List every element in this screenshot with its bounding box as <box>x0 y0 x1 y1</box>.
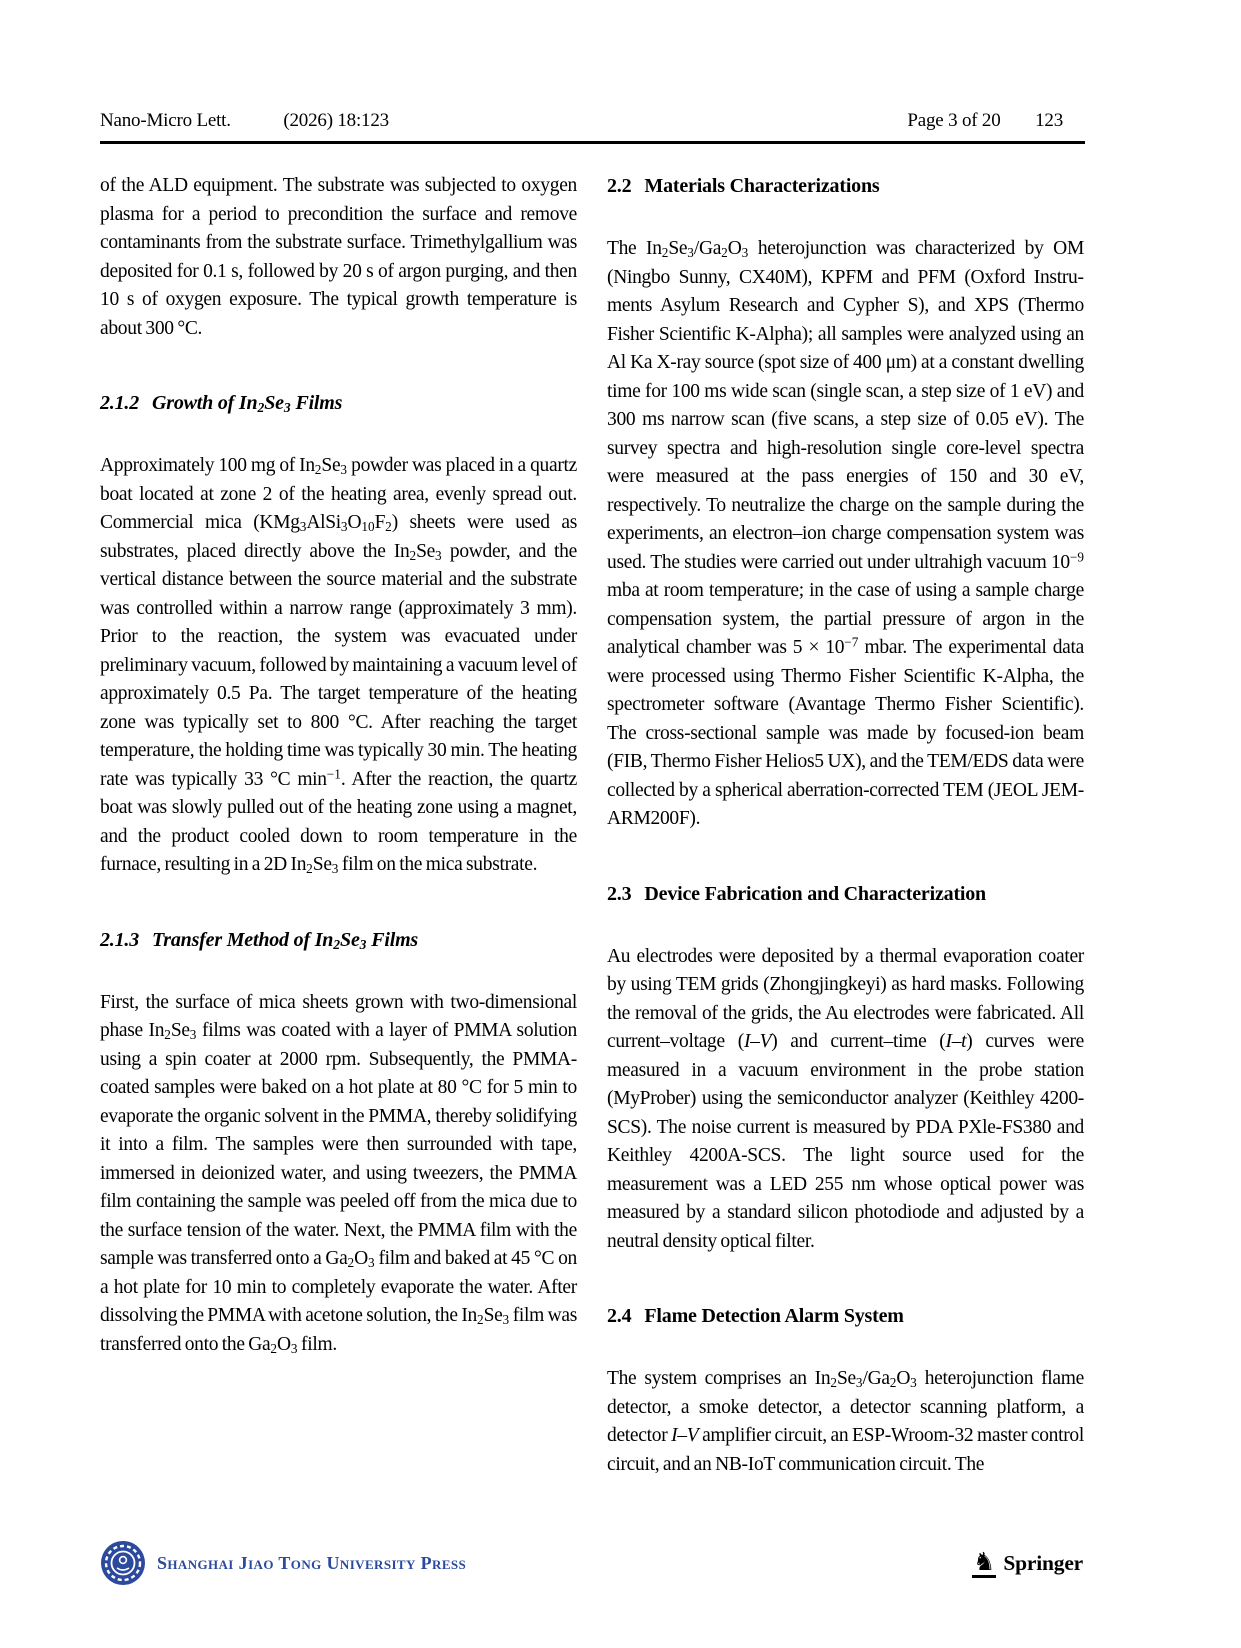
article-number: 123 <box>1035 110 1063 131</box>
journal-title: Nano-Micro Lett. <box>100 110 231 131</box>
heading-number: 2.3 <box>607 882 632 905</box>
page-header <box>100 109 1085 132</box>
page-footer <box>100 1540 1085 1586</box>
springer-horse-icon: ♞ <box>972 1546 996 1576</box>
paragraph-transfer: First, the surface of mica sheets grown with two-dimensional phase $In_2Se_3$ films was coated with a layer of PMMA solution using a spin coater at 2000 rpm. Subsequently, the PMMA-coated samples were baked on a hot plate at 80 °C for 5 min to evaporate the organic solvent in the PMMA, thereby solidifying it into a film. The samples were then surrounded with tape, immersed in deionized water, and using tweezers, the PMMA film containing the sample was peeled off from the mica due to the surface tension of the water. Next, the PMMA film with the sample was transferred onto a $Ga_2O_3$ film and baked at 45 °C on a hot plate for 10 min to completely evaporate the water. After dissolving the PMMA with acetone solution, the $In_2Se_3$ film was transferred onto the $Ga_2O_3$ film. <box>100 991 578 1356</box>
paragraph-materials-characterization: The $In_2Se_3/Ga_2O_3$ heterojunction was characterized by OM (Ningbo Sunny, CX40M), KPFM and PFM (Oxford Instruments Asylum Research and Cypher S), and XPS (Thermo Fisher Scientific K-Alpha); all samples were analyzed using an Al Ka X-ray source (spot size of 400 μm) at a constant dwelling time for 100 ms wide scan (single scan, a step size of 1 eV) and 300 ms narrow scan (five scans, a step size of 0.05 eV). The survey spectra and high-resolution single core-level spectra were measured at the pass energies of 150 and 30 eV, respectively. To neutralize the charge on the sample during the experiments, an electron–ion charge compensation system was used. The studies were carried out under ultrahigh vacuum $10^{-9}$ mba at room temperature; in the case of using a sample charge compensation system, the partial pressure of argon in the analytical chamber was $5 \times 10^{-7}$ mbar. The experimental data were processed using Thermo Fisher Scientific K-Alpha, the spectrometer software (Avantage Thermo Fisher Scientific). The cross-sectional sample was made by focused-ion beam (FIB, Thermo Fisher Helios5 UX), and the TEM/EDS data were collected by a spherical aberration-corrected TEM (JEOL JEM-ARM200F). <box>607 238 1084 829</box>
heading-number: 2.4 <box>607 1305 632 1327</box>
right-column <box>607 172 1084 1479</box>
heading-title: Transfer Method of $In_2Se_3$ Films <box>152 928 419 952</box>
heading-2-1-3 <box>100 926 577 954</box>
heading-2-4 <box>607 1302 1084 1330</box>
heading-number: 2.1.2 <box>100 392 140 414</box>
heading-number: 2.2 <box>607 175 632 197</box>
heading-2-2 <box>607 172 1084 200</box>
paragraph-growth: Approximately 100 mg of $In_2Se_3$ powder was placed in a quartz boat located at zone 2 of the heating area, evenly spread out. Commercial mica $(KMg_3AlSi_3O_{10}F_2)$ sheets were used as substrates, placed directly above the $In_2Se_3$ powder, and the vertical distance between the source material and the substrate was controlled within a narrow range (approximately 3 mm). Prior to the reaction, the system was evacuated under preliminary vacuum, followed by maintaining a vacuum level of approximately 0.5 Pa. The target temperature of the heating zone was typically set to 800 °C. After reaching the target temperature, the holding time was typically 30 min. The heating rate was typically 33 °C $\min^{-1}$. After the reaction, the quartz boat was slowly pulled out of the heating zone using a magnet, and the product cooled down to room temperature in the furnace, resulting in a 2D $In_2Se_3$ film on the mica substrate. <box>100 455 577 876</box>
paragraph-device-fabrication: Au electrodes were deposited by a thermal evaporation coater by using TEM grids (Zhongjingkeyi) as hard masks. Following the removal of the grids, the Au electrodes were fabricated. All current–voltage (I–V) and current–time (I–t) curves were measured in a vacuum environment in the probe station (MyProber) using the semiconductor analyzer (Keithley 4200-SCS). The noise current is measured by PDA PXle-FS380 and Keithley 4200A-SCS. The light source used for the measurement was a LED 255 nm whose optical power was measured by a standard silicon photodiode and adjusted by a neutral density optical filter. <box>607 945 1084 1252</box>
header-rule <box>100 141 1085 144</box>
heading-title: Materials Characterizations <box>644 175 880 197</box>
heading-2-3 <box>607 880 1084 908</box>
heading-2-1-2 <box>100 389 577 417</box>
heading-title: Flame Detection Alarm System <box>644 1305 904 1327</box>
press-name: Shanghai Jiao Tong University Press <box>157 1552 467 1573</box>
header-left <box>100 109 389 132</box>
springer-label: Springer <box>1003 1550 1083 1575</box>
page-info: Page 3 of 20 <box>907 110 1001 131</box>
heading-title: Growth of $In_2Se_3$ Films <box>152 392 343 415</box>
header-right <box>907 109 1085 132</box>
sjtu-press-logo-icon <box>100 1540 146 1586</box>
heading-title: Device Fabrication and Characterization <box>644 882 986 905</box>
journal-issue: (2026) 18:123 <box>283 110 389 131</box>
left-column <box>100 172 577 1479</box>
two-column-body <box>100 172 1085 1479</box>
springer-branding <box>972 1546 1085 1578</box>
paragraph-ald-process: of the ALD equipment. The substrate was subjected to oxygen plasma for a period to precondition the surface and remove contaminants from the substrate surface. Trimethylgallium was deposited for 0.1 s, followed by 20 s of argon purging, and then 10 s of oxygen exposure. The typical growth temperature is about 300 °C. <box>100 175 577 339</box>
heading-number: 2.1.3 <box>100 928 140 951</box>
paragraph-flame-system: The system comprises an $In_2Se_3/Ga_2O_3$ heterojunction flame detector, a smoke detector, a detector scanning platform, a detector I–V amplifier circuit, an ESP-Wroom-32 master control circuit, and an NB-IoT communication circuit. The <box>607 1368 1084 1475</box>
press-branding <box>100 1540 466 1586</box>
